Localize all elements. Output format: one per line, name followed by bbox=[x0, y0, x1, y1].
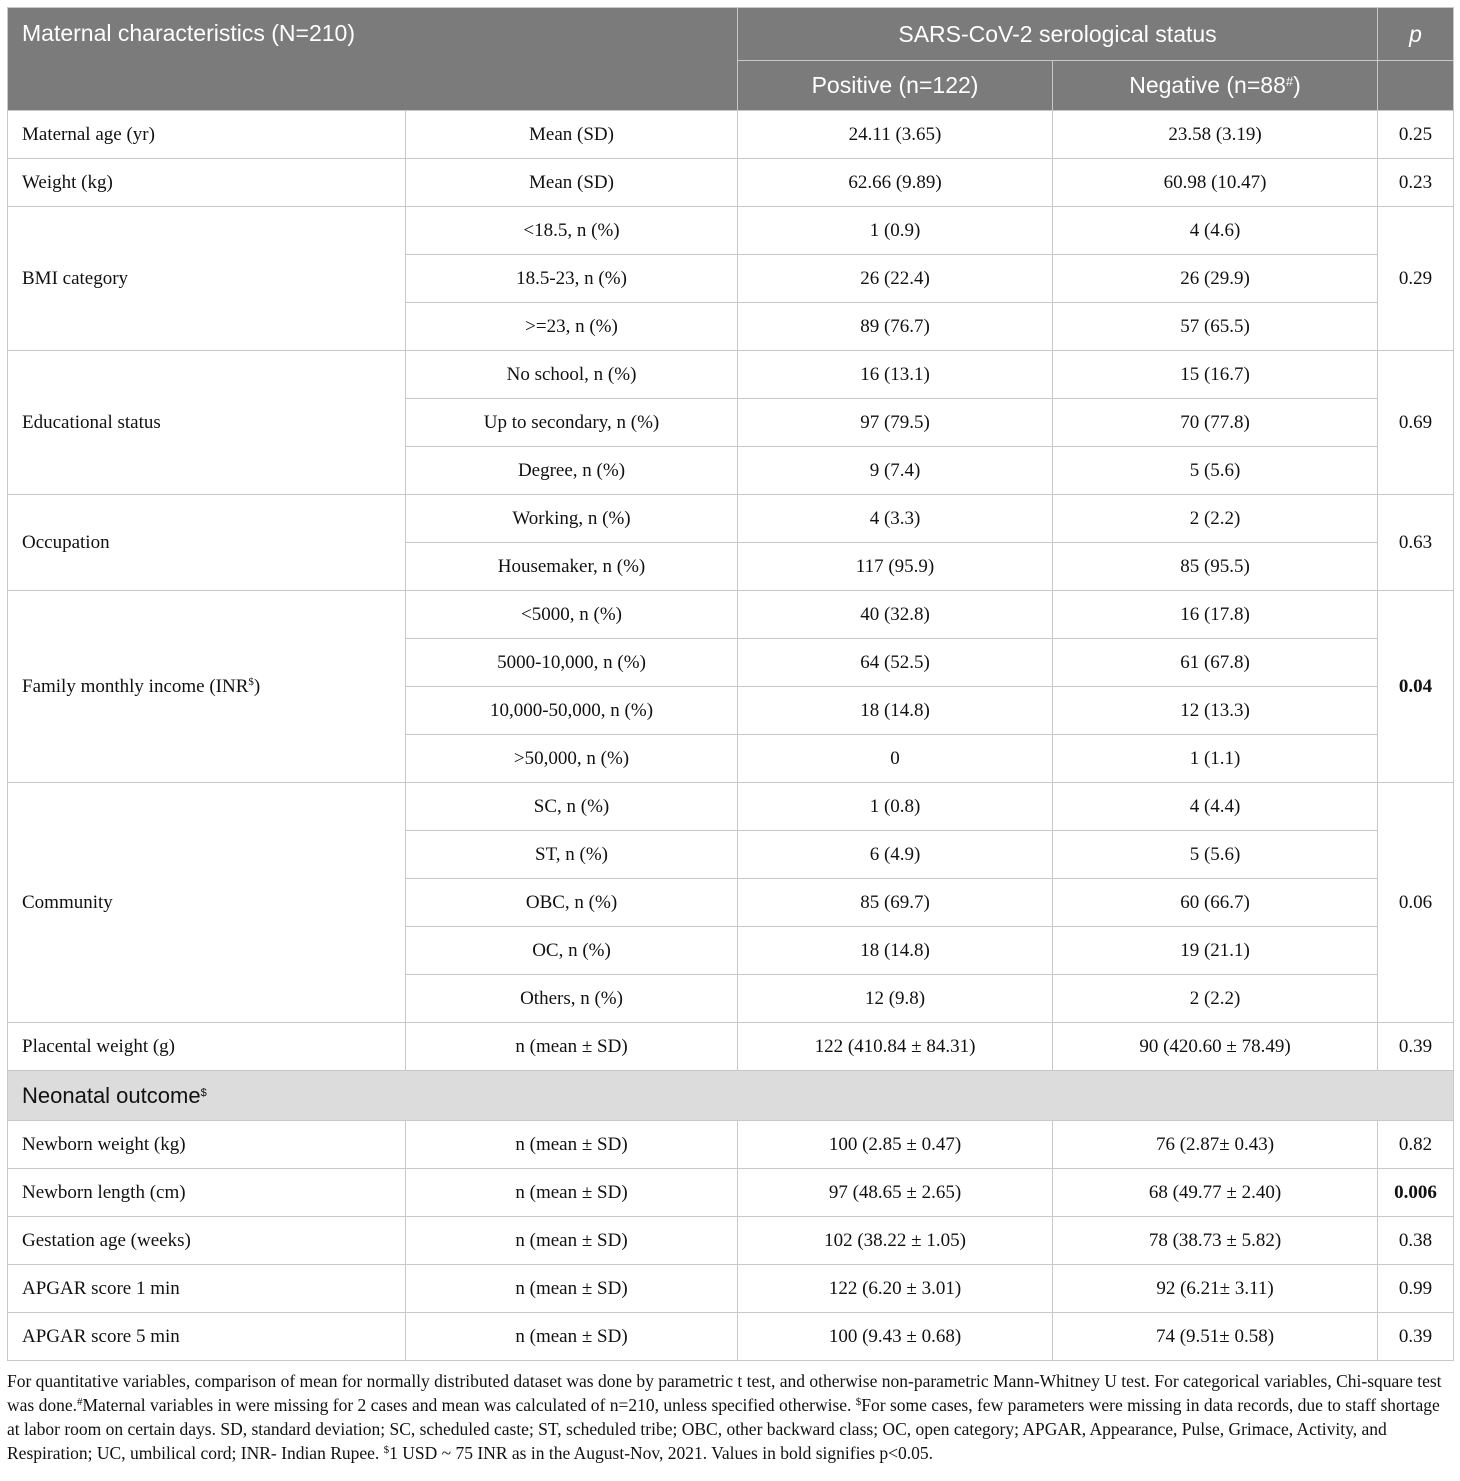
p-value: 0.39 bbox=[1378, 1023, 1454, 1071]
stat-label: Working, n (%) bbox=[406, 495, 738, 543]
header-characteristics: Maternal characteristics (N=210) bbox=[8, 8, 738, 111]
positive-value: 24.11 (3.65) bbox=[738, 111, 1053, 159]
negative-value: 68 (49.77 ± 2.40) bbox=[1053, 1169, 1378, 1217]
positive-value: 16 (13.1) bbox=[738, 351, 1053, 399]
p-value: 0.06 bbox=[1378, 783, 1454, 1023]
positive-value: 4 (3.3) bbox=[738, 495, 1053, 543]
stat-label: n (mean ± SD) bbox=[406, 1217, 738, 1265]
section-title: Neonatal outcome$ bbox=[8, 1071, 1454, 1121]
stat-label: 18.5-23, n (%) bbox=[406, 255, 738, 303]
positive-value: 6 (4.9) bbox=[738, 831, 1053, 879]
positive-value: 102 (38.22 ± 1.05) bbox=[738, 1217, 1053, 1265]
negative-value: 5 (5.6) bbox=[1053, 447, 1378, 495]
p-value: 0.29 bbox=[1378, 207, 1454, 351]
positive-value: 97 (48.65 ± 2.65) bbox=[738, 1169, 1053, 1217]
p-value: 0.25 bbox=[1378, 111, 1454, 159]
p-value: 0.69 bbox=[1378, 351, 1454, 495]
row-label: BMI category bbox=[8, 207, 406, 351]
negative-value: 76 (2.87± 0.43) bbox=[1053, 1121, 1378, 1169]
negative-value: 61 (67.8) bbox=[1053, 639, 1378, 687]
row-label: Newborn length (cm) bbox=[8, 1169, 406, 1217]
negative-value: 1 (1.1) bbox=[1053, 735, 1378, 783]
row-label: Newborn weight (kg) bbox=[8, 1121, 406, 1169]
negative-value: 2 (2.2) bbox=[1053, 495, 1378, 543]
row-label: APGAR score 5 min bbox=[8, 1313, 406, 1361]
p-value: 0.63 bbox=[1378, 495, 1454, 591]
negative-value: 19 (21.1) bbox=[1053, 927, 1378, 975]
negative-value: 78 (38.73 ± 5.82) bbox=[1053, 1217, 1378, 1265]
table-row bbox=[8, 1023, 1454, 1071]
negative-value: 16 (17.8) bbox=[1053, 591, 1378, 639]
p-value: 0.39 bbox=[1378, 1313, 1454, 1361]
section-row-neonatal bbox=[8, 1071, 1454, 1121]
stat-label: Housemaker, n (%) bbox=[406, 543, 738, 591]
row-label: Gestation age (weeks) bbox=[8, 1217, 406, 1265]
header-serological-status: SARS-CoV-2 serological status bbox=[738, 8, 1378, 61]
positive-value: 97 (79.5) bbox=[738, 399, 1053, 447]
stat-label: OBC, n (%) bbox=[406, 879, 738, 927]
table-page bbox=[7, 7, 1453, 1465]
row-label: Placental weight (g) bbox=[8, 1023, 406, 1071]
stat-label: Degree, n (%) bbox=[406, 447, 738, 495]
positive-value: 12 (9.8) bbox=[738, 975, 1053, 1023]
negative-value: 70 (77.8) bbox=[1053, 399, 1378, 447]
negative-value: 60 (66.7) bbox=[1053, 879, 1378, 927]
p-value: 0.23 bbox=[1378, 159, 1454, 207]
stat-label: ST, n (%) bbox=[406, 831, 738, 879]
stat-label: <18.5, n (%) bbox=[406, 207, 738, 255]
stat-label: Others, n (%) bbox=[406, 975, 738, 1023]
negative-value: 2 (2.2) bbox=[1053, 975, 1378, 1023]
table-footnote: For quantitative variables, comparison of mean for normally distributed dataset was done by parametric t test, and otherwise non-parametric Mann-Whitney U test. For categorical variables, Chi-square test was done.#Maternal variables in were missing for 2 cases and mean was calculated of n=210, unless specified otherwise. $For some cases, few parameters were missing in data records, due to staff shortage at labor room on certain days. SD, standard deviation; SC, scheduled caste; ST, scheduled tribe; OBC, other backward class; OC, open category; APGAR, Appearance, Pulse, Grimace, Activity, and Respiration; UC, umbilical cord; INR- Indian Rupee. $1 USD ~ 75 INR as in the August-Nov, 2021. Values in bold signifies p<0.05. bbox=[7, 1371, 1442, 1463]
p-value: 0.82 bbox=[1378, 1121, 1454, 1169]
p-value: 0.99 bbox=[1378, 1265, 1454, 1313]
positive-value: 18 (14.8) bbox=[738, 687, 1053, 735]
table-row bbox=[8, 1121, 1454, 1169]
positive-value: 40 (32.8) bbox=[738, 591, 1053, 639]
stat-label: Up to secondary, n (%) bbox=[406, 399, 738, 447]
stat-label: No school, n (%) bbox=[406, 351, 738, 399]
negative-value: 23.58 (3.19) bbox=[1053, 111, 1378, 159]
positive-value: 100 (9.43 ± 0.68) bbox=[738, 1313, 1053, 1361]
stat-label: <5000, n (%) bbox=[406, 591, 738, 639]
positive-value: 26 (22.4) bbox=[738, 255, 1053, 303]
row-label: Community bbox=[8, 783, 406, 1023]
table-row bbox=[8, 351, 1454, 399]
stat-label: n (mean ± SD) bbox=[406, 1265, 738, 1313]
negative-value: 85 (95.5) bbox=[1053, 543, 1378, 591]
data-table bbox=[7, 7, 1454, 1361]
header-p: p bbox=[1378, 8, 1454, 61]
positive-value: 85 (69.7) bbox=[738, 879, 1053, 927]
positive-value: 100 (2.85 ± 0.47) bbox=[738, 1121, 1053, 1169]
stat-label: >50,000, n (%) bbox=[406, 735, 738, 783]
negative-value: 92 (6.21± 3.11) bbox=[1053, 1265, 1378, 1313]
row-label: Educational status bbox=[8, 351, 406, 495]
p-value-significant: 0.006 bbox=[1378, 1169, 1454, 1217]
negative-value: 4 (4.4) bbox=[1053, 783, 1378, 831]
positive-value: 18 (14.8) bbox=[738, 927, 1053, 975]
stat-label: OC, n (%) bbox=[406, 927, 738, 975]
negative-value: 90 (420.60 ± 78.49) bbox=[1053, 1023, 1378, 1071]
positive-value: 1 (0.8) bbox=[738, 783, 1053, 831]
stat-label: n (mean ± SD) bbox=[406, 1313, 738, 1361]
positive-value: 64 (52.5) bbox=[738, 639, 1053, 687]
p-value-significant: 0.04 bbox=[1378, 591, 1454, 783]
positive-value: 117 (95.9) bbox=[738, 543, 1053, 591]
negative-value: 74 (9.51± 0.58) bbox=[1053, 1313, 1378, 1361]
positive-value: 0 bbox=[738, 735, 1053, 783]
positive-value: 9 (7.4) bbox=[738, 447, 1053, 495]
row-label: Maternal age (yr) bbox=[8, 111, 406, 159]
table-row bbox=[8, 591, 1454, 639]
negative-value: 60.98 (10.47) bbox=[1053, 159, 1378, 207]
header-row bbox=[8, 8, 1454, 61]
positive-value: 122 (6.20 ± 3.01) bbox=[738, 1265, 1053, 1313]
row-label: Occupation bbox=[8, 495, 406, 591]
positive-value: 89 (76.7) bbox=[738, 303, 1053, 351]
table-row bbox=[8, 1217, 1454, 1265]
table-row bbox=[8, 111, 1454, 159]
table-row bbox=[8, 1313, 1454, 1361]
header-p-blank bbox=[1378, 61, 1454, 111]
header-negative: Negative (n=88#) bbox=[1053, 61, 1378, 111]
header-positive: Positive (n=122) bbox=[738, 61, 1053, 111]
table-row bbox=[8, 1169, 1454, 1217]
table-row bbox=[8, 159, 1454, 207]
stat-label: n (mean ± SD) bbox=[406, 1023, 738, 1071]
stat-label: >=23, n (%) bbox=[406, 303, 738, 351]
negative-value: 57 (65.5) bbox=[1053, 303, 1378, 351]
negative-value: 5 (5.6) bbox=[1053, 831, 1378, 879]
negative-value: 26 (29.9) bbox=[1053, 255, 1378, 303]
negative-value: 15 (16.7) bbox=[1053, 351, 1378, 399]
negative-value: 4 (4.6) bbox=[1053, 207, 1378, 255]
table-row bbox=[8, 783, 1454, 831]
table-row bbox=[8, 1265, 1454, 1313]
stat-label: n (mean ± SD) bbox=[406, 1121, 738, 1169]
p-value: 0.38 bbox=[1378, 1217, 1454, 1265]
row-label: Weight (kg) bbox=[8, 159, 406, 207]
row-label: Family monthly income (INR$) bbox=[8, 591, 406, 783]
negative-value: 12 (13.3) bbox=[1053, 687, 1378, 735]
positive-value: 1 (0.9) bbox=[738, 207, 1053, 255]
positive-value: 62.66 (9.89) bbox=[738, 159, 1053, 207]
table-row bbox=[8, 495, 1454, 543]
stat-label: SC, n (%) bbox=[406, 783, 738, 831]
table-row bbox=[8, 207, 1454, 255]
stat-label: 5000-10,000, n (%) bbox=[406, 639, 738, 687]
stat-label: n (mean ± SD) bbox=[406, 1169, 738, 1217]
stat-label: Mean (SD) bbox=[406, 111, 738, 159]
stat-label: Mean (SD) bbox=[406, 159, 738, 207]
stat-label: 10,000-50,000, n (%) bbox=[406, 687, 738, 735]
row-label: APGAR score 1 min bbox=[8, 1265, 406, 1313]
positive-value: 122 (410.84 ± 84.31) bbox=[738, 1023, 1053, 1071]
